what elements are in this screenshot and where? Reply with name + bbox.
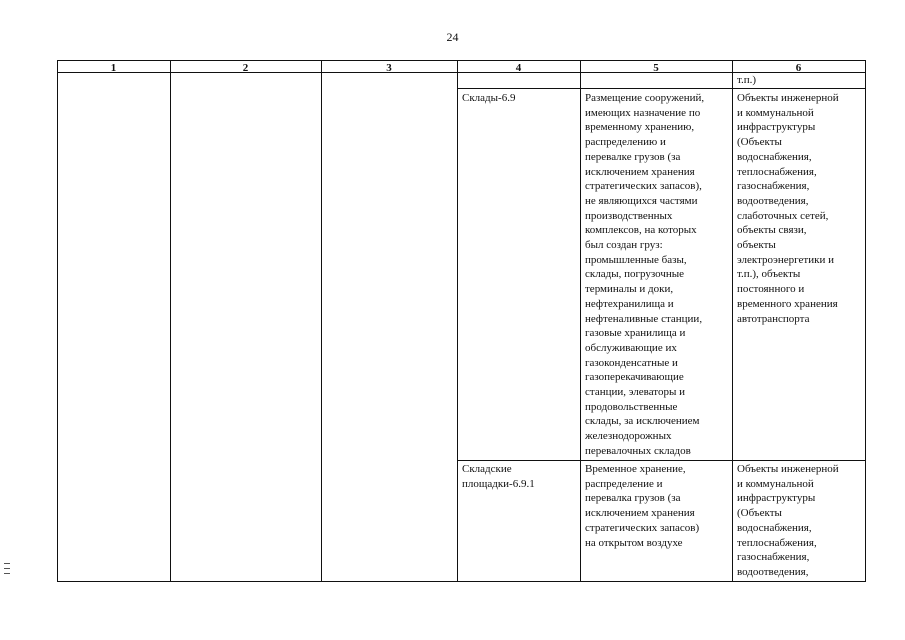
column-header-1: 1 [110, 62, 117, 74]
table-row-2-col4: Складские площадки-6.9.1 [462, 463, 535, 490]
column-header-5: 5 [653, 62, 659, 74]
column-header-4: 4 [515, 62, 522, 74]
page-number: 24 [446, 30, 459, 44]
column-header-3: 3 [386, 62, 392, 74]
column-header-2: 2 [242, 62, 249, 74]
column-header-6: 6 [795, 62, 802, 74]
table-row-2-col6: Объекты инженерной и коммунальной инфраструктуры (Объекты водоснабжения, теплоснабжения, газоснабжения, водоотведения, [737, 463, 839, 578]
table-row-1-col5: Размещение сооружений, имеющих назначение по временному хранению, распределению и перевалке грузов (за исключением хранения стратегических запасов), не являющихся частями производственных комплексов, на которых был создан груз: промышленные базы, склады, погрузочные терминалы и доки, нефтехранилища и нефтеналивные станции, газовые хранилища и обслуживающие их газоконденсатные и газоперекачивающие станции, элеваторы и продовольственные склады, за исключением железнодорожных перевалочных складов [585, 92, 705, 457]
table-row-1-col6: Объекты инженерной и коммунальной инфраструктуры (Объекты водоснабжения, теплоснабжения, газоснабжения, водоотведения, слаботочных сетей, объекты связи, объекты электроэнергетики и т.п.), объекты постоянного и временного хранения автотранспорта [737, 92, 839, 325]
continued-cell-text: т.п.) [737, 74, 757, 86]
binding-margin-mark [4, 563, 10, 581]
table-row-1-col4: Склады-6.9 [462, 92, 516, 104]
table-row-2-col5: Временное хранение, распределение и перевалка грузов (за исключением хранения стратегических запасов) на открытом воздухе [585, 463, 700, 549]
document-table [57, 60, 866, 582]
